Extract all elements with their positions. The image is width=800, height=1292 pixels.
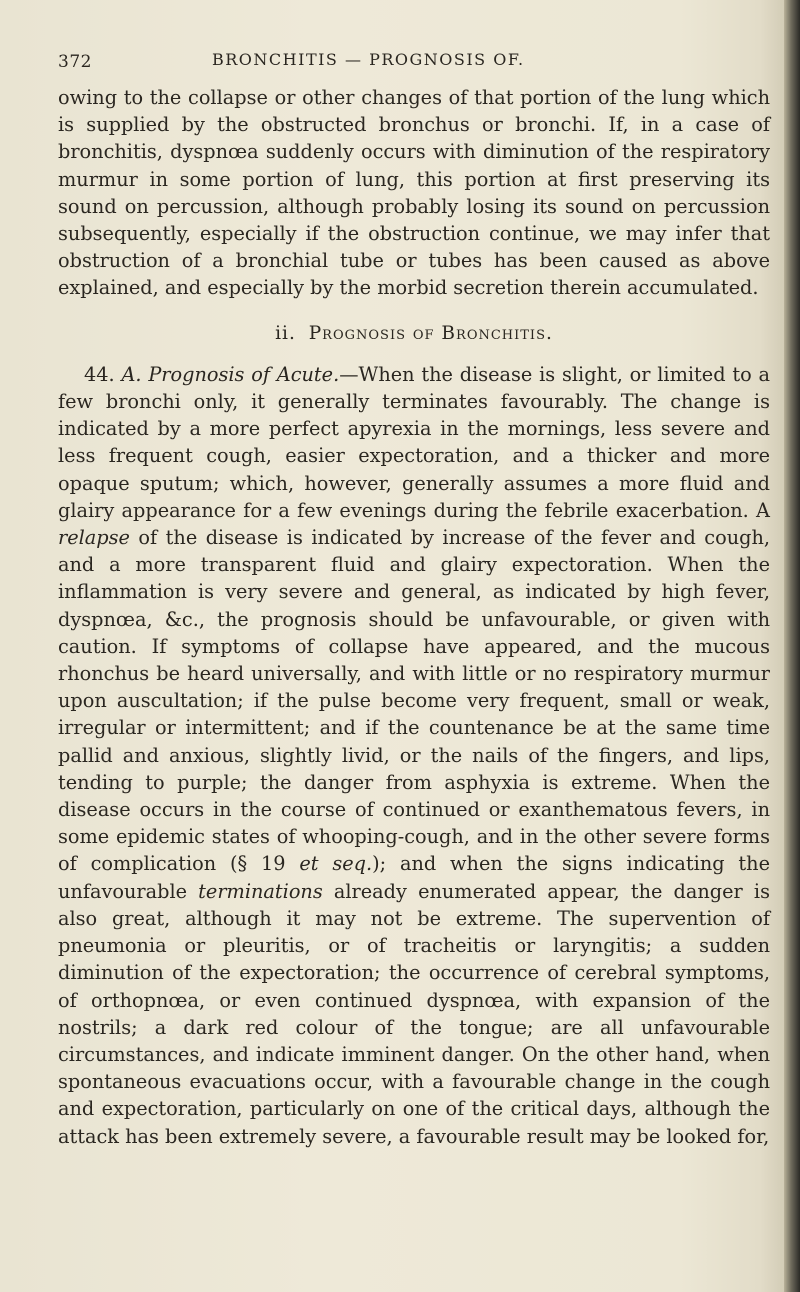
page-number: 372: [58, 52, 92, 72]
italic-et-seq: et seq.: [299, 852, 373, 876]
running-head-title: BRONCHITIS — PROGNOSIS OF.: [212, 50, 525, 69]
paragraph-text-1: —When the disease is slight, or limited to a few bronchi only, it generally terminates favourably. The change is indicated by a more perfect apyrexia in the mornings, less severe and less frequent cough, easier expectoration, and a thicker and more opaque sputum; which, however, generally assumes a more fluid and glairy appearance for a few evenings during the febrile exacerbation. A: [58, 362, 770, 522]
paragraph-subtitle: Prognosis of Acute.: [148, 362, 340, 386]
paragraph-label: A.: [121, 362, 142, 386]
italic-terminations: terminations: [198, 879, 323, 903]
section-numeral: ii.: [275, 322, 296, 344]
paragraph-text-4: already enumerated appear, the danger is also great, although it may not be extreme. The supervention of pneumonia or pleuritis, or of tracheitis or laryngitis; a sudden diminution of the expectoration; the occurrence of cerebral symptoms, of orthopnœa, or even continued dyspnœa, with expansion of the nostrils; a dark red colour of the tongue; are all unfavourable circumstances, and indicate imminent danger. On the other hand, when spontaneous evacuations occur, with a favourable change in the cough and expectoration, particularly on one of the critical days, although the attack has been extremely severe, a favourable result may be looked for,: [58, 879, 770, 1148]
paragraph-continued: owing to the collapse or other changes of that portion of the lung which is supplied by the obstructed bronchus or bronchi. If, in a case of bronchitis, dyspnœa suddenly occurs with diminution of the respiratory murmur in some portion of lung, this portion at first preserving its sound on percussion, although probably losing its sound on percussion subsequently, especially if the obstruction continue, we may infer that obstruction of a bronchial tube or tubes has been caused as above explained, and especially by the morbid secretion therein accumulated.: [58, 86, 770, 300]
body-text: [58, 84, 770, 1150]
book-spine-edge: [784, 0, 800, 1292]
section-heading: [58, 320, 770, 347]
running-head: [58, 50, 768, 78]
paragraph-text-3: ); and when the signs indicating the unfavourable: [58, 852, 771, 903]
paragraph-44: [58, 361, 770, 1150]
italic-relapse: relapse: [58, 526, 130, 550]
section-title: Prognosis of Bronchitis.: [308, 322, 553, 344]
paragraph-text-2: of the disease is indicated by increase of the fever and cough, and a more transparent fluid and glairy expectoration. When the inflammation is very severe and general, as indicated by high fever, dyspnœa, &c., the prognosis should be unfavourable, or given with caution. If symptoms of collapse have appeared, and the mucous rhonchus be heard universally, and with little or no respiratory murmur upon auscultation; if the pulse become very frequent, small or weak, irregular or intermittent; and if the countenance be at the same time pallid and anxious, slightly livid, or the nails of the fingers, and lips, tending to purple; the danger from asphyxia is extreme. When the disease occurs in the course of continued or exanthematous fevers, in some epidemic states of whooping-cough, and in the other severe forms of complication (§ 19: [58, 526, 770, 876]
paragraph-number: 44.: [84, 362, 115, 386]
